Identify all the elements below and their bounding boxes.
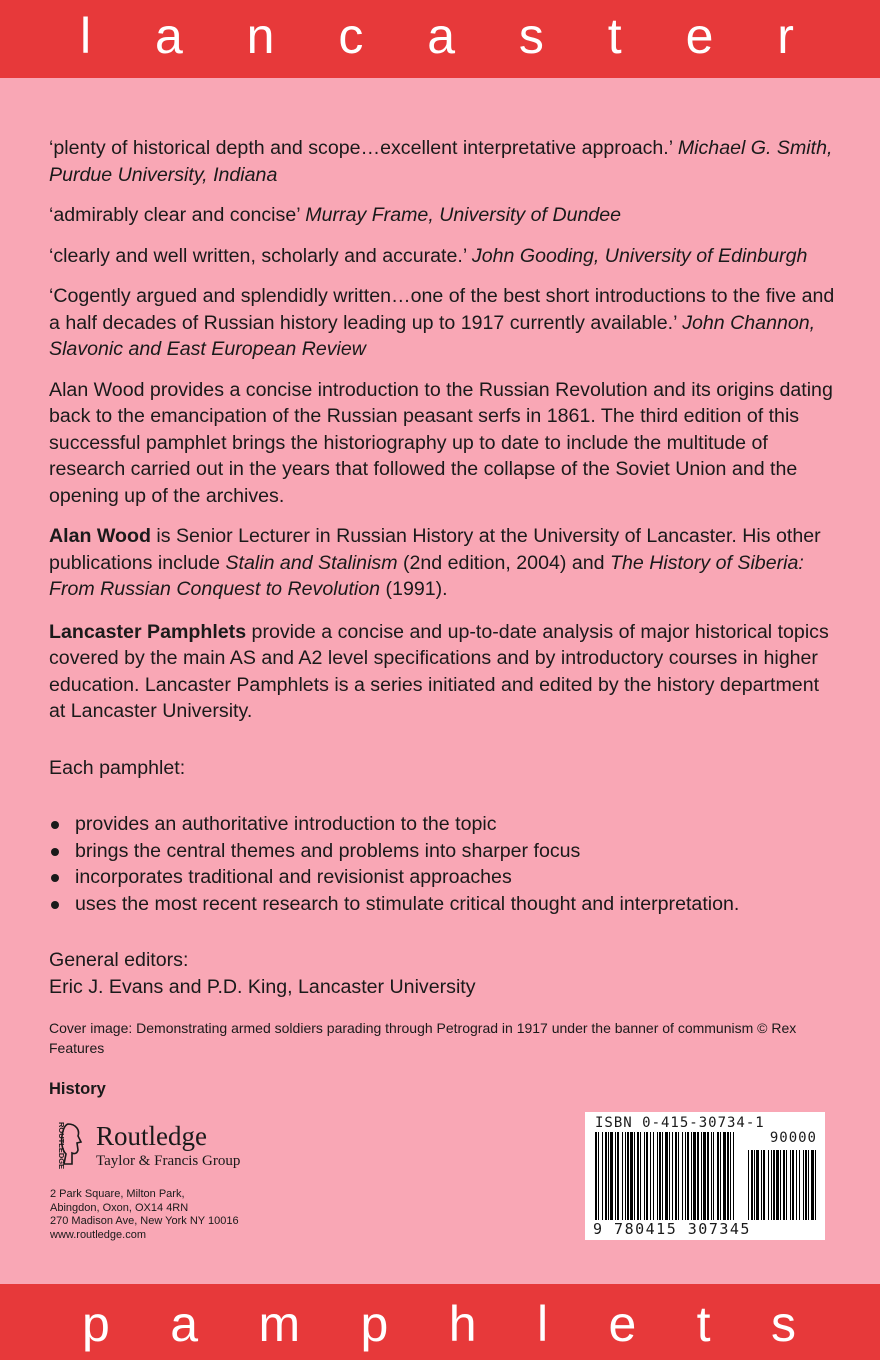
series-description: Lancaster Pamphlets provide a concise and up-to-date analysis of major historical topics covered by the main AS and A2 level specifications and by introductory courses in higher education. Lancaster Pamphlets is a series initiated and edited by the history department at Lancaster University.	[49, 620, 829, 722]
subject-category: History	[49, 1080, 106, 1098]
barcode-bar	[657, 1132, 658, 1220]
barcode-bar	[682, 1132, 683, 1220]
band-letter: p	[82, 1296, 110, 1352]
list-item: incorporates traditional and revisionist approaches	[49, 864, 839, 891]
each-pamphlet-label: Each pamphlet:	[49, 756, 186, 779]
band-letter: n	[246, 8, 275, 64]
barcode-addon-bar	[805, 1150, 807, 1220]
address-line: 270 Madison Ave, New York NY 10016	[50, 1215, 239, 1227]
top-series-band	[0, 0, 880, 78]
barcode-bar	[723, 1132, 726, 1220]
barcode-bar	[659, 1132, 661, 1220]
list-item: uses the most recent research to stimulate critical thought and interpretation.	[49, 891, 839, 918]
series-name: Lancaster Pamphlets	[49, 620, 247, 643]
band-letter: e	[685, 8, 714, 64]
bullet-icon	[51, 848, 59, 856]
barcode-bar	[678, 1132, 679, 1220]
book-title: Stalin and Stalinism	[225, 551, 398, 574]
list-item: brings the central themes and problems into sharper focus	[49, 838, 839, 865]
barcode-bar	[646, 1132, 648, 1220]
barcode-addon-bar	[792, 1150, 794, 1220]
barcode-bar	[665, 1132, 668, 1220]
bottom-series-band	[0, 1284, 880, 1360]
barcode-bar	[644, 1132, 645, 1220]
publisher-group: Taylor & Francis Group	[96, 1153, 241, 1169]
barcode-bar	[697, 1132, 699, 1220]
barcode-addon-bar	[811, 1150, 814, 1220]
barcode-addon-bar	[748, 1150, 749, 1220]
barcode-addon-bar	[796, 1150, 797, 1220]
barcode-addon-bar	[771, 1150, 772, 1220]
band-letter: h	[448, 1296, 477, 1352]
band-letter: l	[536, 1296, 549, 1352]
barcode-bar	[627, 1132, 629, 1220]
barcode-addon-bar	[761, 1150, 762, 1220]
barcode-bar	[595, 1132, 597, 1220]
barcode-addon-bar	[790, 1150, 791, 1220]
barcode-addon-bar	[773, 1150, 775, 1220]
band-letter: a	[170, 1296, 199, 1352]
barcode-bar	[720, 1132, 721, 1220]
barcode-addon-bar	[786, 1150, 787, 1220]
band-letter: e	[608, 1296, 637, 1352]
publisher-website: www.routledge.com	[50, 1228, 146, 1241]
quote-source: Michael G. Smith, Purdue University, Indiana	[49, 137, 833, 186]
barcode-addon-bar	[754, 1150, 755, 1220]
publisher-block	[50, 1120, 240, 1242]
band-letter: t	[696, 1296, 711, 1352]
editors-names: Eric J. Evans and P.D. King, Lancaster University	[49, 975, 476, 998]
publisher-address	[50, 1188, 240, 1242]
barcode-bar	[605, 1132, 607, 1220]
barcode-addon-bar	[756, 1150, 759, 1220]
band-letter: s	[518, 8, 544, 64]
routledge-logo-icon	[50, 1120, 88, 1178]
isbn-barcode	[585, 1112, 825, 1240]
barcode-bar	[662, 1132, 663, 1220]
barcode-bar	[653, 1132, 654, 1220]
back-cover-text	[49, 135, 839, 1103]
list-item: provides an authoritative introduction to the topic	[49, 811, 839, 838]
barcode-bar	[675, 1132, 677, 1220]
barcode-bar	[733, 1132, 734, 1220]
barcode-bar	[717, 1132, 719, 1220]
barcode-bar	[598, 1132, 599, 1220]
book-description: Alan Wood provides a concise introduction to the Russian Revolution and its origins dating back to the emancipation of the Russian peasant serfs in 1861. The third edition of this successful pamphlet brings the historiography up to date to include the multitude of research carried out in the years that followed the collapse of the Soviet Union and the opening up of the archives.	[49, 378, 833, 507]
bullet-icon	[51, 821, 59, 829]
band-letter: s	[770, 1296, 796, 1352]
cover-image-credit: Cover image: Demonstrating armed soldiers parading through Petrograd in 1917 under the banner of communism © Rex Features	[49, 1020, 797, 1056]
band-letter: l	[80, 8, 92, 64]
address-line: Abingdon, Oxon, OX14 4RN	[50, 1201, 189, 1214]
barcode-addon-bar	[776, 1150, 779, 1220]
barcode-addon-bar	[815, 1150, 816, 1220]
publisher-name: Routledge	[96, 1121, 207, 1151]
editors-label: General editors:	[49, 949, 189, 971]
review-quote: ‘plenty of historical depth and scope…excellent interpretative approach.’ Michael G. Smith, Purdue University, Indiana	[49, 137, 833, 186]
barcode-bar	[625, 1132, 626, 1220]
barcode-bar	[634, 1132, 635, 1220]
barcode-bar	[703, 1132, 706, 1220]
barcode-bar	[687, 1132, 689, 1220]
band-letter: m	[258, 1296, 301, 1352]
pamphlet-features-list	[49, 811, 839, 917]
review-quote: ‘Cogently argued and splendidly written…one of the best short introductions to the five and a half decades of Russian history leading up to 1917 currently available.’ John Channon, Slavonic and East European Review	[49, 285, 835, 360]
barcode-bar	[685, 1132, 686, 1220]
quote-source: John Channon, Slavonic and East European Review	[49, 311, 816, 360]
ean-number: 9 780415 307345	[593, 1220, 751, 1238]
barcode-addon-bar	[751, 1150, 753, 1220]
bullet-icon	[51, 874, 59, 882]
barcode-addon-bar	[783, 1150, 785, 1220]
barcode-addon-bar	[799, 1150, 800, 1220]
routledge-logo	[50, 1120, 240, 1178]
band-letter: t	[607, 8, 622, 64]
band-letter: r	[777, 8, 794, 64]
barcode-bar	[693, 1132, 696, 1220]
address-line: 2 Park Square, Milton Park,	[50, 1188, 185, 1200]
review-quote: ‘admirably clear and concise’ Murray Frame, University of Dundee	[49, 204, 622, 226]
quote-source: Murray Frame, University of Dundee	[305, 204, 622, 226]
barcode-addon-bar	[808, 1150, 809, 1220]
band-letter: a	[154, 8, 183, 64]
barcode-bar	[727, 1132, 729, 1220]
band-letter: c	[338, 8, 364, 64]
barcode-bar	[610, 1132, 613, 1220]
barcode-bar	[637, 1132, 639, 1220]
barcode-bar	[711, 1132, 712, 1220]
author-name: Alan Wood	[49, 525, 151, 547]
barcode-addon-bar	[768, 1150, 769, 1220]
barcode-bar	[672, 1132, 673, 1220]
barcode-bar	[608, 1132, 609, 1220]
barcode-bar	[640, 1132, 641, 1220]
barcode-bar	[669, 1132, 670, 1220]
review-quote: ‘clearly and well written, scholarly and accurate.’ John Gooding, University of Edinburgh	[49, 244, 808, 267]
barcode-bar	[730, 1132, 731, 1220]
band-letter: a	[427, 8, 456, 64]
barcode-bar	[707, 1132, 709, 1220]
barcode-addon-bar	[763, 1150, 765, 1220]
barcode-bar	[701, 1132, 702, 1220]
barcode-bar	[691, 1132, 692, 1220]
quote-source: John Gooding, University of Edinburgh	[471, 244, 808, 267]
barcode-bar	[713, 1132, 714, 1220]
band-letter: p	[360, 1296, 389, 1352]
author-bio: Alan Wood is Senior Lecturer in Russian History at the University of Lancaster. His other publications include Stalin and Stalinism (2nd edition, 2004) and The History of Siberia: From Russian Conquest to Revolution (1991).	[49, 525, 821, 600]
barcode-bar	[622, 1132, 623, 1220]
barcode-bar	[650, 1132, 651, 1220]
barcode-addon-bar	[780, 1150, 781, 1220]
bullet-icon	[51, 901, 59, 909]
barcode-bar	[615, 1132, 616, 1220]
barcode-addon-bar	[803, 1150, 804, 1220]
barcode-bar	[617, 1132, 619, 1220]
routledge-vertical-mark: ROUTLEDGE	[57, 1122, 66, 1170]
isbn-label: ISBN 0-415-30734-1	[595, 1115, 765, 1131]
book-title: The History of Siberia: From Russian Conquest to Revolution	[49, 551, 804, 600]
barcode-bar	[602, 1132, 603, 1220]
barcode-bar	[630, 1132, 633, 1220]
price-code: 90000	[769, 1130, 817, 1146]
